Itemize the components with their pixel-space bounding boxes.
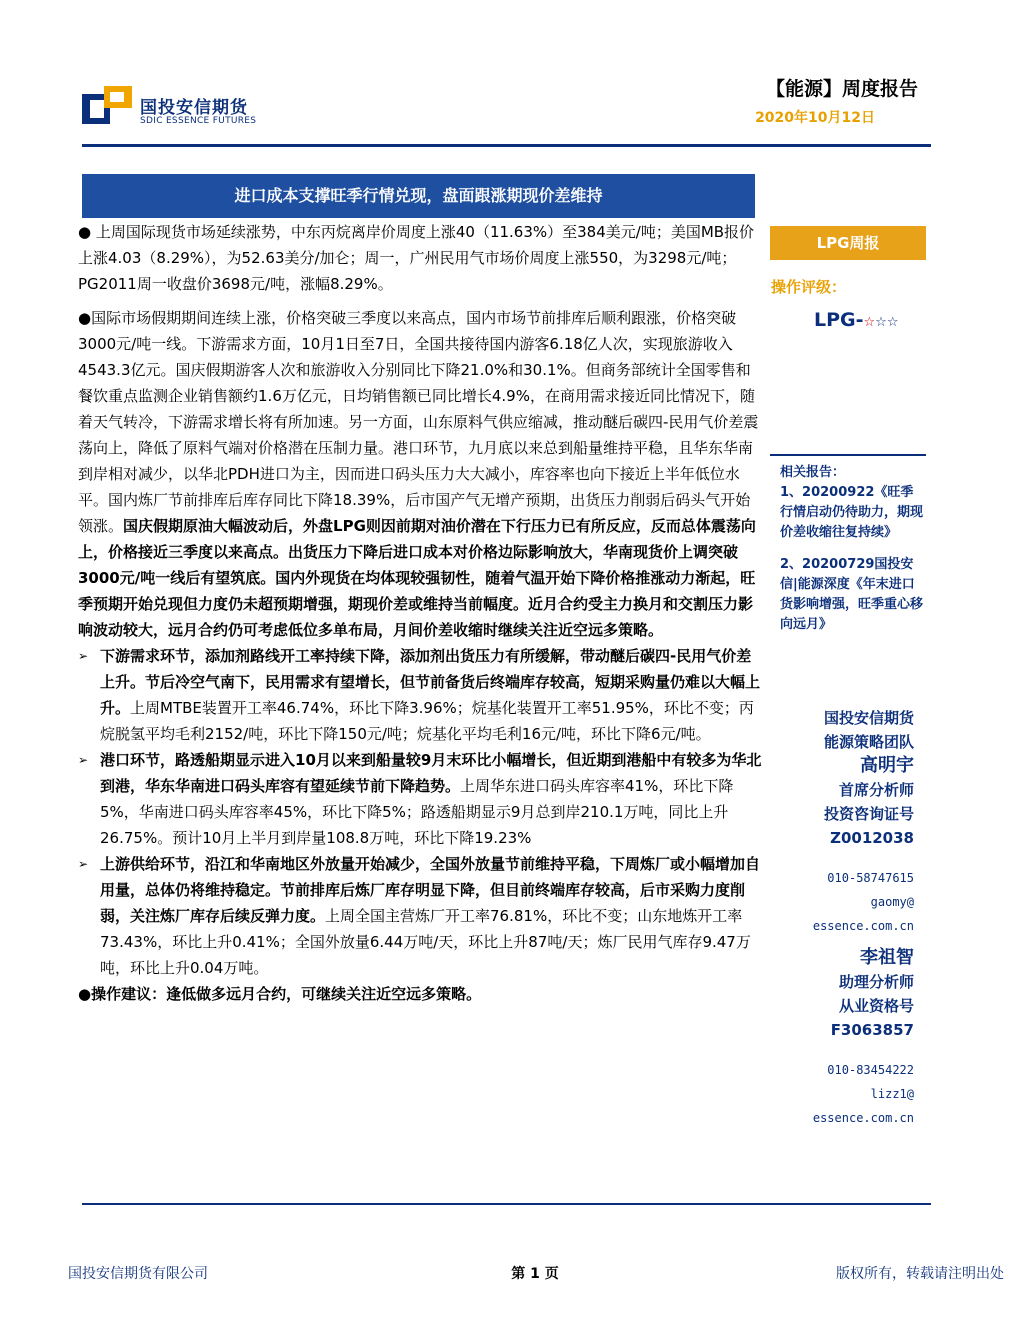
report-tag: LPG周报 [816, 234, 880, 252]
bullet-text: 上周华东进口码头库容率41%，环比下降5%，华南进口码头库容率45%，环比下降5%；路透船期显示9月总到岸210.1万吨，同比上升26.75%。预计10月上半月到岸量108.8万吨，环比下降19.23% [100, 777, 734, 847]
analyst-title: 助理分析师 [838, 973, 914, 991]
analyst-phone: 010-83454222 [827, 1063, 914, 1077]
analyst-name: 李祖智 [860, 947, 914, 968]
analyst-cert-no: F3063857 [830, 1021, 914, 1039]
related-title: 相关报告： [780, 465, 846, 480]
sidebar-divider [770, 454, 926, 456]
list-item [78, 747, 764, 851]
analyst-email-user: gaomy@ [870, 895, 914, 909]
triangle-bullet-icon: ➢ [78, 753, 89, 767]
analysis-conclusion: 国庆假期原油大幅波动后，外盘LPG则因前期对油价潜在下行压力已有所反应，反而总体震荡向上，价格接近三季度以来高点。出货压力下降后进口成本对价格边际影响放大，华南现货价上调突破3000元/吨一线后有望筑底。国内外现货在均体现较强韧性，随着气温开始下降价格推涨动力渐起，旺季预期开始兑现但力度仍未超预期增强，期现价差或维持当前幅度。近月合约受主力换月和交割压力影响波动较大，远月合约仍可考虑低位多单布局，月间价差收缩时继续关注近空远多策略。 [78, 517, 756, 639]
analyst-email-domain: essence.com.cn [812, 1111, 914, 1125]
analyst-phone: 010-58747615 [827, 871, 914, 885]
analysis-text: ●国际市场假期期间连续上涨，价格突破三季度以来高点，国内市场节前排库后顺利跟涨，价格突破3000元/吨一线。下游需求方面，10月1日至7日，全国共接待国内游客6.18亿人次，实现旅游收入4543.3亿元。国庆假期游客人次和旅游收入分别同比下降21.0%和30.1%。但商务部统计全国零售和餐饮重点监测企业销售额约1.6万亿元，日均销售额已同比增长4.9%，在商用需求接近同比情况下，随着天气转冷，下游需求增长将有所加速。另一方面，山东原料气供应缩减，推动醚后碳四-民用气价差震荡向上，降低了原料气端对价格潜在压制力量。港口环节，九月底以来总到船量维持平稳，且华东华南到岸相对减少，以华北PDH进口为主，因而进口码头压力大大减小，库容率也向下接近上半年低位水平。国内炼厂节前排库后库存同比下降18.39%，后市国产气无增产预期，出货压力削弱后码头气开始领涨。 [78, 309, 759, 535]
company-name-en: SDIC ESSENCE FUTURES [140, 116, 257, 126]
related-report-link[interactable]: 1、20200922《旺季行情启动仍待助力，期现价差收缩往复持续》 [780, 485, 924, 540]
analyst-cert-label: 从业资格号 [838, 997, 914, 1015]
bullet-text: 上周MTBE装置开工率46.74%，环比下降3.96%；烷基化装置开工率51.95%，环比不变；丙烷脱氢平均毛利2152/吨，环比下降150元/吨；烷基化平均毛利16元/吨，环比下降6元/吨。 [100, 699, 754, 743]
analyst-cert-label: 投资咨询证号 [823, 805, 914, 823]
analyst-cert-no: Z0012038 [830, 829, 914, 847]
triangle-bullet-icon: ➢ [78, 857, 89, 871]
footer-divider [82, 1203, 931, 1205]
bullet-bold: 下游需求环节，添加剂路线开工率持续下降，添加剂出货压力有所缓解，带动醚后碳四-民用气价差上升。节后冷空气南下，民用需求有望增长，但节前备货后终端库存较高，短期采购量仍难以大幅上升。 [100, 647, 761, 717]
bullet-text: 上周全国主营炼厂开工率76.81%，环比不变；山东地炼开工率73.43%，环比上升0.41%；全国外放量6.44万吨/天，环比上升87吨/天；炼厂民用气库存9.47万吨，环比上升0.04万吨。 [100, 907, 751, 977]
analyst-title: 首席分析师 [838, 781, 914, 799]
rating-product: LPG- [814, 309, 864, 331]
rating-label: 操作评级： [771, 278, 847, 296]
team-company: 国投安信期货 [823, 709, 914, 727]
bullet-bold: 港口环节，路透船期显示进入10月以来到船量较9月末环比小幅增长，但近期到港船中有较多为华北到港，华东华南进口码头库容有望延续节前下降趋势。 [100, 751, 762, 795]
page-number: 第 1 页 [511, 1266, 559, 1282]
author-block [770, 706, 914, 1130]
team-name: 能源策略团队 [823, 733, 914, 751]
analyst-name: 高明宇 [860, 755, 914, 776]
bullet-bold: 上游供给环节，沿江和华南地区外放量开始减少，全国外放量节前维持平稳，下周炼厂或小幅增加自用量，总体仍将维持稳定。节前排库后炼厂库存明显下降，但目前终端库存较高，后市采购力度削弱，关注炼厂库存后续反弹力度。 [100, 855, 761, 925]
company-name-cn: 国投安信期货 [140, 98, 248, 118]
analyst-email-user: lizz1@ [870, 1087, 914, 1101]
list-item [78, 643, 764, 747]
report-title: 进口成本支撑旺季行情兑现，盘面跟涨期现价差维持 [234, 186, 603, 205]
triangle-bullet-icon: ➢ [78, 649, 89, 663]
rating [814, 309, 898, 331]
report-date: 2020年10月12日 [755, 110, 875, 126]
analyst-email-domain: essence.com.cn [812, 919, 914, 933]
analysis-paragraph [78, 305, 764, 643]
rating-stars-icon: ☆☆☆ [863, 315, 899, 330]
footer-copyright: 版权所有，转载请注明出处 [836, 1266, 1004, 1282]
footer-company: 国投安信期货有限公司 [68, 1266, 208, 1282]
list-item [78, 851, 764, 981]
report-body [78, 219, 764, 1007]
related-report-link[interactable]: 2、20200729国投安信|能源深度《年末进口货影响增强，旺季重心移向远月》 [780, 557, 924, 632]
header-divider [82, 144, 931, 147]
operation-advice: ●操作建议：逢低做多远月合约，可继续关注近空远多策略。 [78, 985, 482, 1003]
report-type: 【能源】周度报告 [765, 78, 918, 100]
summary-paragraph: ● 上周国际现货市场延续涨势，中东丙烷离岸价周度上涨40（11.63%）至384美元/吨；美国MB报价上涨4.03（8.29%），为52.63美分/加仑；周一，广州民用气市场价周度上涨550，为3298元/吨；PG2011周一收盘价3698元/吨，涨幅8.29%。 [78, 223, 755, 293]
company-logo-icon [82, 86, 132, 128]
related-reports [780, 463, 926, 635]
